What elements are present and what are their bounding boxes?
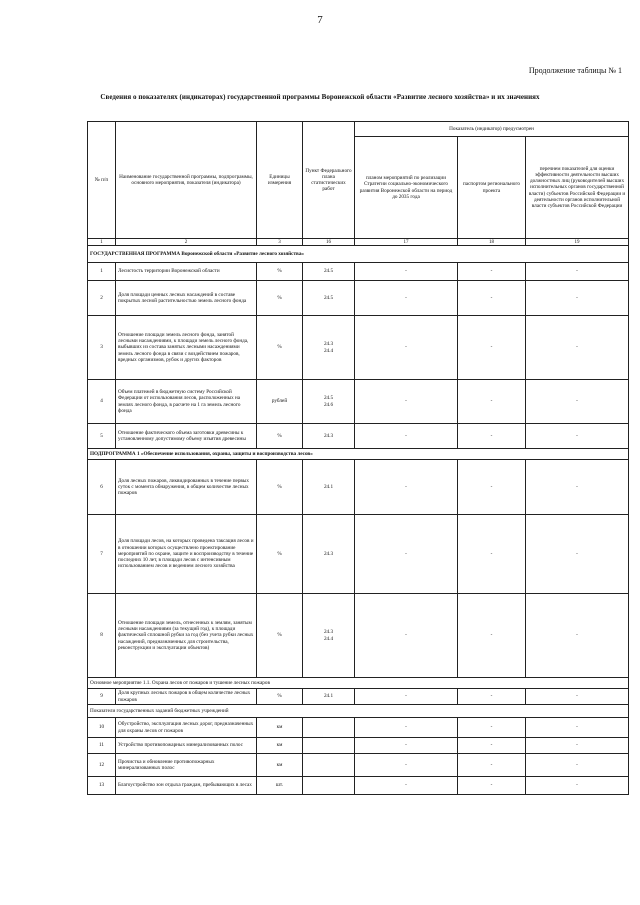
unit-cell: % bbox=[257, 263, 303, 281]
fed-plan-cell: 24.3 24.4 bbox=[303, 594, 355, 678]
strategy-cell: - bbox=[355, 316, 458, 380]
row-number: 11 bbox=[88, 738, 116, 754]
table-row bbox=[88, 738, 629, 754]
page-number: 7 bbox=[317, 14, 323, 26]
fed-plan-cell: 24.5 bbox=[303, 281, 355, 316]
passport-cell: - bbox=[458, 316, 526, 380]
header-num: № п/п bbox=[88, 122, 116, 239]
program-section-label: ГОСУДАРСТВЕННАЯ ПРОГРАММА Воронежской области «Развитие лесного хозяйства» bbox=[88, 246, 629, 263]
tasks-section-label: Показатели государственных заданий бюджетных учреждений bbox=[88, 705, 629, 718]
tasks-section bbox=[88, 705, 629, 718]
continuation-note: Продолжение таблицы № 1 bbox=[528, 66, 622, 75]
table-row bbox=[88, 316, 629, 380]
table-row bbox=[88, 777, 629, 795]
header-passport: паспортом регионального проекта bbox=[458, 137, 526, 239]
program-section bbox=[88, 246, 629, 263]
unit-cell: % bbox=[257, 594, 303, 678]
unit-cell: % bbox=[257, 689, 303, 705]
strategy-cell: - bbox=[355, 424, 458, 449]
indicator-name: Доля лесных пожаров, ликвидированных в течение первых суток с момента обнаружения, в общем количестве лесных пожаров bbox=[116, 460, 257, 515]
row-number: 12 bbox=[88, 754, 116, 777]
evaluation-cell: - bbox=[526, 424, 629, 449]
strategy-cell: - bbox=[355, 263, 458, 281]
evaluation-cell: - bbox=[526, 460, 629, 515]
unit-cell: % bbox=[257, 460, 303, 515]
row-number: 7 bbox=[88, 515, 116, 594]
evaluation-cell: - bbox=[526, 754, 629, 777]
passport-cell: - bbox=[458, 424, 526, 449]
header-provided-group: Показатель (индикатор) предусмотрен bbox=[355, 122, 629, 137]
indicator-name: Обустройство, эксплуатация лесных дорог, предназначенных для охраны лесов от пожаров bbox=[116, 718, 257, 738]
fed-plan-cell: 24.3 bbox=[303, 424, 355, 449]
strategy-cell: - bbox=[355, 689, 458, 705]
evaluation-cell: - bbox=[526, 515, 629, 594]
indicator-name: Прочистка и обновление противопожарных минерализованных полос bbox=[116, 754, 257, 777]
header-unit: Единицы измерения bbox=[257, 122, 303, 239]
passport-cell: - bbox=[458, 777, 526, 795]
row-number: 1 bbox=[88, 263, 116, 281]
unit-cell: рублей bbox=[257, 380, 303, 424]
fed-plan-cell bbox=[303, 754, 355, 777]
indicator-name: Отношение площади земель, отнесенных к землям, занятым лесными насаждениями (за текущий год), к площади фактической сплошной рубки за год (без учета рубки лесных насаждений, предназначенных для строительства, реконструкции и эксплуатации объектов) bbox=[116, 594, 257, 678]
row-number: 9 bbox=[88, 689, 116, 705]
row-number: 3 bbox=[88, 316, 116, 380]
unit-cell: % bbox=[257, 515, 303, 594]
fed-plan-cell: 24.5 bbox=[303, 263, 355, 281]
fed-plan-cell: 24.3 24.4 bbox=[303, 316, 355, 380]
fed-plan-cell: 24.1 bbox=[303, 689, 355, 705]
strategy-cell: - bbox=[355, 594, 458, 678]
header-number-row bbox=[88, 239, 629, 246]
activity-section-label: Основное мероприятие 1.1. Охрана лесов от пожаров и тушение лесных пожаров bbox=[88, 678, 629, 689]
passport-cell: - bbox=[458, 594, 526, 678]
table-row bbox=[88, 754, 629, 777]
unit-cell: шт. bbox=[257, 777, 303, 795]
col-number: 17 bbox=[355, 239, 458, 246]
passport-cell: - bbox=[458, 718, 526, 738]
strategy-cell: - bbox=[355, 754, 458, 777]
evaluation-cell: - bbox=[526, 380, 629, 424]
table-row bbox=[88, 263, 629, 281]
evaluation-cell: - bbox=[526, 777, 629, 795]
subprogram-section-label: ПОДПРОГРАММА 1 «Обеспечение использования, охраны, защиты и воспроизводства лесов» bbox=[88, 449, 629, 460]
indicator-name: Доля крупных лесных пожаров в общем количестве лесных пожаров bbox=[116, 689, 257, 705]
row-number: 4 bbox=[88, 380, 116, 424]
col-number: 16 bbox=[303, 239, 355, 246]
col-number: 1 bbox=[88, 239, 116, 246]
evaluation-cell: - bbox=[526, 718, 629, 738]
indicators-table bbox=[87, 121, 629, 795]
unit-cell: % bbox=[257, 424, 303, 449]
passport-cell: - bbox=[458, 263, 526, 281]
evaluation-cell: - bbox=[526, 316, 629, 380]
table-row bbox=[88, 594, 629, 678]
header-name: Наименование государственной программы, подпрограммы, основного мероприятия, показателя (индикатора) bbox=[116, 122, 257, 239]
evaluation-cell: - bbox=[526, 281, 629, 316]
unit-cell: км bbox=[257, 718, 303, 738]
fed-plan-cell bbox=[303, 718, 355, 738]
header-strategy: планом мероприятий по реализации Стратегии социально-экономического развития Воронежской области на период до 2035 года bbox=[355, 137, 458, 239]
strategy-cell: - bbox=[355, 515, 458, 594]
strategy-cell: - bbox=[355, 460, 458, 515]
unit-cell: км bbox=[257, 754, 303, 777]
indicator-name: Объем платежей в бюджетную систему Российской Федерации от использования лесов, расположенных на землях лесного фонда, в расчете на 1 га земель лесного фонда bbox=[116, 380, 257, 424]
indicator-name: Благоустройство зон отдыха граждан, пребывающих в лесах bbox=[116, 777, 257, 795]
indicator-name: Лесистость территории Воронежской области bbox=[116, 263, 257, 281]
fed-plan-cell: 24.3 bbox=[303, 515, 355, 594]
col-number: 19 bbox=[526, 239, 629, 246]
col-number: 3 bbox=[257, 239, 303, 246]
fed-plan-cell: 24.1 bbox=[303, 460, 355, 515]
indicator-name: Устройство противопожарных минерализованных полос bbox=[116, 738, 257, 754]
row-number: 13 bbox=[88, 777, 116, 795]
passport-cell: - bbox=[458, 460, 526, 515]
fed-plan-cell bbox=[303, 738, 355, 754]
col-number: 2 bbox=[116, 239, 257, 246]
table-row bbox=[88, 515, 629, 594]
passport-cell: - bbox=[458, 738, 526, 754]
subprogram-section bbox=[88, 449, 629, 460]
strategy-cell: - bbox=[355, 718, 458, 738]
row-number: 6 bbox=[88, 460, 116, 515]
evaluation-cell: - bbox=[526, 263, 629, 281]
fed-plan-cell: 24.5 24.6 bbox=[303, 380, 355, 424]
table-row bbox=[88, 281, 629, 316]
header-fed-plan: Пункт Федерального плана статистических работ bbox=[303, 122, 355, 239]
evaluation-cell: - bbox=[526, 689, 629, 705]
evaluation-cell: - bbox=[526, 738, 629, 754]
unit-cell: % bbox=[257, 316, 303, 380]
row-number: 10 bbox=[88, 718, 116, 738]
fed-plan-cell bbox=[303, 777, 355, 795]
table-row bbox=[88, 380, 629, 424]
passport-cell: - bbox=[458, 380, 526, 424]
table-row bbox=[88, 718, 629, 738]
table-row bbox=[88, 689, 629, 705]
row-number: 5 bbox=[88, 424, 116, 449]
table-row bbox=[88, 460, 629, 515]
indicator-name: Доля площади ценных лесных насаждений в составе покрытых лесной растительностью земель лесного фонда bbox=[116, 281, 257, 316]
table-row bbox=[88, 424, 629, 449]
col-number: 18 bbox=[458, 239, 526, 246]
indicator-name: Доля площади лесов, на которых проведена таксация лесов и в отношении которых осуществлено проектирование мероприятий по охране, защите и воспроизводству в течение последних 10 лет, в площади лесов с интенсивным использованием лесов и ведением лесного хозяйства bbox=[116, 515, 257, 594]
row-number: 2 bbox=[88, 281, 116, 316]
strategy-cell: - bbox=[355, 777, 458, 795]
passport-cell: - bbox=[458, 689, 526, 705]
evaluation-cell: - bbox=[526, 594, 629, 678]
activity-section bbox=[88, 678, 629, 689]
strategy-cell: - bbox=[355, 380, 458, 424]
passport-cell: - bbox=[458, 281, 526, 316]
unit-cell: % bbox=[257, 281, 303, 316]
indicator-name: Отношение площади земель лесного фонда, занятой лесными насаждениями, к площади земель лесного фонда, выбывших из состава занятых лесными насаждениями земель лесного фонда в связи с воздействием пожаров, вредных организмов, рубок и других факторов bbox=[116, 316, 257, 380]
row-number: 8 bbox=[88, 594, 116, 678]
document-title: Сведения о показателях (индикаторах) государственной программы Воронежской области «Развитие лесного хозяйства» и их значениях bbox=[100, 93, 540, 101]
strategy-cell: - bbox=[355, 281, 458, 316]
unit-cell: км bbox=[257, 738, 303, 754]
passport-cell: - bbox=[458, 754, 526, 777]
indicator-name: Отношение фактического объема заготовки древесины к установленному допустимому объему изъятия древесины bbox=[116, 424, 257, 449]
strategy-cell: - bbox=[355, 738, 458, 754]
header-evaluation: перечнем показателей для оценки эффективности деятельности высших должностных лиц (руководителей высших исполнительных органов государственной власти) субъектов Российской Федерации и деятельности органов исполнительной власти субъектов Российской Федерации bbox=[526, 137, 629, 239]
passport-cell: - bbox=[458, 515, 526, 594]
